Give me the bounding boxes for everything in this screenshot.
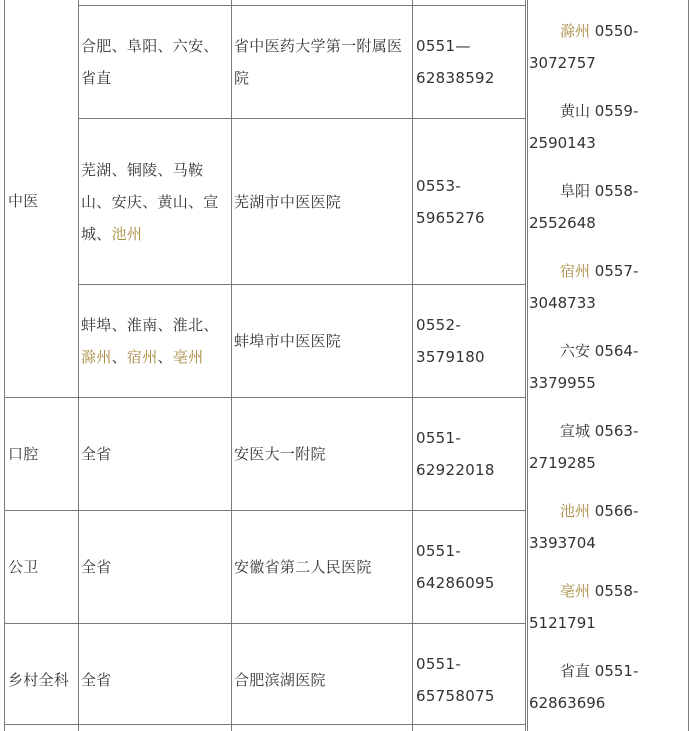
phone-prefix: 0557- <box>590 262 639 280</box>
phone-cell <box>416 535 495 599</box>
hospital-cell <box>234 186 341 218</box>
phone-prefix: 0564- <box>590 342 639 360</box>
hospital-name: 合肥滨湖医院 <box>234 671 326 689</box>
region-text: 芜湖、铜陵、马鞍 <box>81 161 204 179</box>
hospital-cell <box>234 551 372 583</box>
phone-number: 2719285 <box>529 454 596 472</box>
city-contact <box>529 255 689 319</box>
region-text: 省直 <box>81 69 112 87</box>
city-contact <box>529 335 689 399</box>
specialty-cell <box>8 551 39 583</box>
region-cell <box>81 309 219 373</box>
grid-line <box>231 0 232 731</box>
city-name: 黄山 <box>560 102 591 120</box>
specialty-label: 中医 <box>8 192 39 210</box>
specialty-cell <box>8 438 39 470</box>
phone-cell <box>416 422 495 486</box>
phone-cell <box>416 309 485 373</box>
grid-line <box>78 284 526 285</box>
region-text <box>81 218 219 250</box>
region-city-highlight: 池州 <box>111 225 143 243</box>
phone-number: 0551- <box>416 542 462 560</box>
city-contact <box>529 15 689 79</box>
specialty-cell <box>8 664 69 696</box>
grid-line <box>412 0 413 731</box>
region-cell <box>81 551 112 583</box>
region-text: 蚌埠、淮南、淮北、 <box>81 316 219 334</box>
phone-number: 3379955 <box>529 374 596 392</box>
phone-number: 5121791 <box>529 614 596 632</box>
region-text-part: 城、 <box>81 225 112 243</box>
phone-number: 0553- <box>416 177 462 195</box>
separator: 、 <box>157 348 173 366</box>
grid-line <box>4 724 526 725</box>
phone-number: 3393704 <box>529 534 596 552</box>
phone-number: 64286095 <box>416 574 495 592</box>
city-name: 滁州 <box>560 22 591 40</box>
hospital-cell <box>234 325 341 357</box>
city-contact <box>529 495 689 559</box>
grid-line <box>4 397 526 398</box>
phone-cell <box>416 170 485 234</box>
phone-number: 65758075 <box>416 687 495 705</box>
phone-prefix: 0563- <box>590 422 639 440</box>
region-text: 合肥、阜阳、六安、 <box>81 37 219 55</box>
phone-prefix: 0559- <box>590 102 639 120</box>
region-cell <box>81 154 219 250</box>
city-name: 亳州 <box>560 582 591 600</box>
phone-number: 62838592 <box>416 69 495 87</box>
specialty-label: 公卫 <box>8 558 39 576</box>
phone-number: 62863696 <box>529 694 606 712</box>
city-name: 宣城 <box>560 422 591 440</box>
phone-number: 0551- <box>416 655 462 673</box>
phone-number: 0551— <box>416 37 471 55</box>
phone-number: 2552648 <box>529 214 596 232</box>
phone-number: 62922018 <box>416 461 495 479</box>
city-contact <box>529 655 689 719</box>
hospital-name: 蚌埠市中医医院 <box>234 332 342 350</box>
grid-line <box>4 623 526 624</box>
region-cell <box>81 438 112 470</box>
city-name: 阜阳 <box>560 182 591 200</box>
region-cell <box>81 664 112 696</box>
grid-line <box>78 5 526 6</box>
grid-line <box>4 510 526 511</box>
city-name: 宿州 <box>560 262 591 280</box>
phone-number: 0551- <box>416 429 462 447</box>
phone-number: 2590143 <box>529 134 596 152</box>
city-contact <box>529 575 689 639</box>
region-city-highlight: 宿州 <box>126 348 158 366</box>
region-text: 山、安庆、黄山、宣 <box>81 193 219 211</box>
hospital-name: 省中医药大学第一附属医 <box>234 37 403 55</box>
city-contact <box>529 95 689 159</box>
region-cell <box>81 30 219 94</box>
hospital-cell <box>234 438 326 470</box>
region-city-highlight: 亳州 <box>172 348 204 366</box>
phone-cell <box>416 30 495 94</box>
specialty-cell <box>8 185 39 217</box>
region-text: 全省 <box>81 445 112 463</box>
phone-prefix: 0558- <box>590 182 639 200</box>
phone-number: 3072757 <box>529 54 596 72</box>
hospital-name: 安医大一附院 <box>234 445 326 463</box>
city-contact <box>529 175 689 239</box>
specialty-label: 乡村全科 <box>8 671 70 689</box>
phone-prefix: 0558- <box>590 582 639 600</box>
phone-prefix: 0551- <box>590 662 639 680</box>
grid-line <box>78 0 79 731</box>
grid-line <box>4 0 5 731</box>
hospital-name: 安徽省第二人民医院 <box>234 558 372 576</box>
grid-line <box>78 118 526 119</box>
phone-prefix: 0550- <box>590 22 639 40</box>
phone-prefix: 0566- <box>590 502 639 520</box>
separator: 、 <box>111 348 127 366</box>
city-name: 六安 <box>560 342 591 360</box>
hospital-cell <box>234 664 326 696</box>
hospital-name: 院 <box>234 69 250 87</box>
grid-line <box>527 0 528 731</box>
hospital-cell <box>234 30 402 94</box>
grid-line <box>525 0 526 731</box>
city-contact <box>529 415 689 479</box>
region-text: 全省 <box>81 558 112 576</box>
region-city-highlight: 滁州 <box>81 348 112 366</box>
city-name: 省直 <box>560 662 591 680</box>
phone-cell <box>416 648 495 712</box>
specialty-label: 口腔 <box>8 445 39 463</box>
phone-number: 0552- <box>416 316 462 334</box>
hospital-name: 芜湖市中医医院 <box>234 193 342 211</box>
phone-number: 3048733 <box>529 294 596 312</box>
phone-number: 5965276 <box>416 209 485 227</box>
city-name: 池州 <box>560 502 591 520</box>
phone-number: 3579180 <box>416 348 485 366</box>
region-text: 全省 <box>81 671 112 689</box>
region-text <box>81 341 219 373</box>
